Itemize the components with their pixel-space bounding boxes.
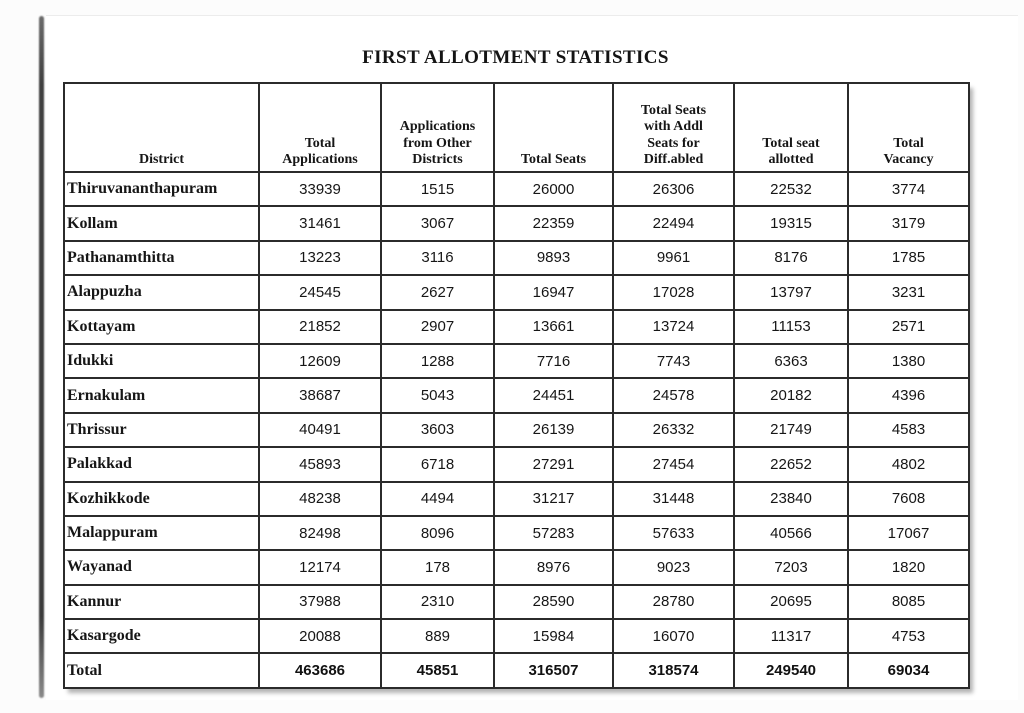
district-cell: Malappuram: [64, 516, 259, 550]
value-cell: 45893: [259, 447, 381, 481]
value-cell: 1785: [848, 241, 969, 275]
value-cell: 1288: [381, 344, 494, 378]
table-row: [64, 550, 969, 584]
value-cell: 20695: [734, 585, 848, 619]
value-cell: 24578: [613, 378, 734, 412]
value-cell: 21852: [259, 310, 381, 344]
column-header-line: Total Seats: [640, 103, 707, 119]
table-row: [64, 516, 969, 550]
value-cell: 11317: [734, 619, 848, 653]
value-cell: 2907: [381, 310, 494, 344]
value-cell: 38687: [259, 378, 381, 412]
column-header: [381, 83, 494, 172]
value-cell: 889: [381, 619, 494, 653]
value-cell: 4494: [381, 482, 494, 516]
value-cell: 57283: [494, 516, 613, 550]
table-row: [64, 482, 969, 516]
value-cell: 9893: [494, 241, 613, 275]
value-cell: 45851: [381, 653, 494, 687]
column-header-line: Districts: [412, 151, 463, 167]
total-row: [64, 653, 969, 687]
value-cell: 24451: [494, 378, 613, 412]
value-cell: 17067: [848, 516, 969, 550]
value-cell: 15984: [494, 619, 613, 653]
value-cell: 31461: [259, 206, 381, 240]
value-cell: 3231: [848, 275, 969, 309]
value-cell: 31217: [494, 482, 613, 516]
column-header: [734, 83, 848, 172]
value-cell: 13661: [494, 310, 613, 344]
value-cell: 11153: [734, 310, 848, 344]
value-cell: 9961: [613, 241, 734, 275]
value-cell: 1820: [848, 550, 969, 584]
table-row: [64, 206, 969, 240]
district-cell: Kasargode: [64, 619, 259, 653]
value-cell: 9023: [613, 550, 734, 584]
table-row: [64, 413, 969, 447]
value-cell: 7608: [848, 482, 969, 516]
value-cell: 22652: [734, 447, 848, 481]
table-row: [64, 344, 969, 378]
district-cell: Kannur: [64, 585, 259, 619]
value-cell: 22494: [613, 206, 734, 240]
value-cell: 31448: [613, 482, 734, 516]
value-cell: 3067: [381, 206, 494, 240]
column-header: [848, 83, 969, 172]
table-row: [64, 310, 969, 344]
value-cell: 13724: [613, 310, 734, 344]
district-cell: Kottayam: [64, 310, 259, 344]
column-header-line: Vacancy: [883, 151, 934, 167]
value-cell: 6718: [381, 447, 494, 481]
value-cell: 2310: [381, 585, 494, 619]
column-header-line: Applications: [282, 151, 358, 167]
district-cell: Ernakulam: [64, 378, 259, 412]
value-cell: 13797: [734, 275, 848, 309]
value-cell: 8085: [848, 585, 969, 619]
value-cell: 13223: [259, 241, 381, 275]
district-cell: Alappuzha: [64, 275, 259, 309]
value-cell: 1380: [848, 344, 969, 378]
value-cell: 3603: [381, 413, 494, 447]
value-cell: 26306: [613, 172, 734, 206]
value-cell: 57633: [613, 516, 734, 550]
column-header-line: Diff.abled: [643, 151, 704, 167]
value-cell: 4583: [848, 413, 969, 447]
value-cell: 22359: [494, 206, 613, 240]
column-header-line: allotted: [768, 151, 814, 167]
value-cell: 28780: [613, 585, 734, 619]
value-cell: 33939: [259, 172, 381, 206]
value-cell: 3179: [848, 206, 969, 240]
value-cell: 19315: [734, 206, 848, 240]
district-cell: Total: [64, 653, 259, 687]
column-header: [494, 83, 613, 172]
page-title: FIRST ALLOTMENT STATISTICS: [362, 47, 669, 68]
value-cell: 2571: [848, 310, 969, 344]
value-cell: 26332: [613, 413, 734, 447]
value-cell: 5043: [381, 378, 494, 412]
value-cell: 3774: [848, 172, 969, 206]
value-cell: 249540: [734, 653, 848, 687]
column-header-line: Total: [893, 135, 924, 151]
district-cell: Thiruvananthapuram: [64, 172, 259, 206]
value-cell: 23840: [734, 482, 848, 516]
value-cell: 4753: [848, 619, 969, 653]
value-cell: 21749: [734, 413, 848, 447]
value-cell: 318574: [613, 653, 734, 687]
column-header-line: from Other: [403, 135, 472, 151]
value-cell: 3116: [381, 241, 494, 275]
value-cell: 20088: [259, 619, 381, 653]
table-row: [64, 378, 969, 412]
column-header-line: Seats for: [647, 135, 700, 151]
table-row: [64, 172, 969, 206]
value-cell: 7203: [734, 550, 848, 584]
table-row: [64, 619, 969, 653]
value-cell: 17028: [613, 275, 734, 309]
value-cell: 178: [381, 550, 494, 584]
column-header-line: with Addl: [644, 119, 703, 135]
value-cell: 28590: [494, 585, 613, 619]
value-cell: 8096: [381, 516, 494, 550]
district-cell: Kollam: [64, 206, 259, 240]
value-cell: 8976: [494, 550, 613, 584]
value-cell: 7743: [613, 344, 734, 378]
value-cell: 27454: [613, 447, 734, 481]
header-row: [64, 83, 969, 172]
column-header-line: Total: [304, 135, 336, 151]
value-cell: 26139: [494, 413, 613, 447]
table-row: [64, 275, 969, 309]
value-cell: 12609: [259, 344, 381, 378]
value-cell: 40491: [259, 413, 381, 447]
column-header: [613, 83, 734, 172]
value-cell: 24545: [259, 275, 381, 309]
value-cell: 8176: [734, 241, 848, 275]
value-cell: 463686: [259, 653, 381, 687]
page-edge-shadow: [39, 16, 44, 698]
value-cell: 2627: [381, 275, 494, 309]
value-cell: 48238: [259, 482, 381, 516]
value-cell: 82498: [259, 516, 381, 550]
district-cell: Idukki: [64, 344, 259, 378]
value-cell: 7716: [494, 344, 613, 378]
district-cell: Palakkad: [64, 447, 259, 481]
value-cell: 16070: [613, 619, 734, 653]
value-cell: 26000: [494, 172, 613, 206]
table-row: [64, 447, 969, 481]
district-cell: Wayanad: [64, 550, 259, 584]
column-header-line: Total Seats: [520, 151, 587, 167]
value-cell: 22532: [734, 172, 848, 206]
value-cell: 6363: [734, 344, 848, 378]
value-cell: 37988: [259, 585, 381, 619]
table-row: [64, 585, 969, 619]
value-cell: 1515: [381, 172, 494, 206]
column-header-line: Applications: [399, 119, 476, 135]
column-header: [64, 83, 259, 172]
value-cell: 40566: [734, 516, 848, 550]
value-cell: 4802: [848, 447, 969, 481]
value-cell: 4396: [848, 378, 969, 412]
table-body: [64, 172, 969, 688]
value-cell: 27291: [494, 447, 613, 481]
value-cell: 12174: [259, 550, 381, 584]
value-cell: 16947: [494, 275, 613, 309]
column-header: [259, 83, 381, 172]
column-header-line: District: [138, 151, 185, 167]
district-cell: Pathanamthitta: [64, 241, 259, 275]
district-cell: Thrissur: [64, 413, 259, 447]
allotment-statistics-table: [63, 82, 970, 689]
column-header-line: Total seat: [762, 135, 820, 151]
value-cell: 316507: [494, 653, 613, 687]
district-cell: Kozhikkode: [64, 482, 259, 516]
table-row: [64, 241, 969, 275]
value-cell: 69034: [848, 653, 969, 687]
value-cell: 20182: [734, 378, 848, 412]
